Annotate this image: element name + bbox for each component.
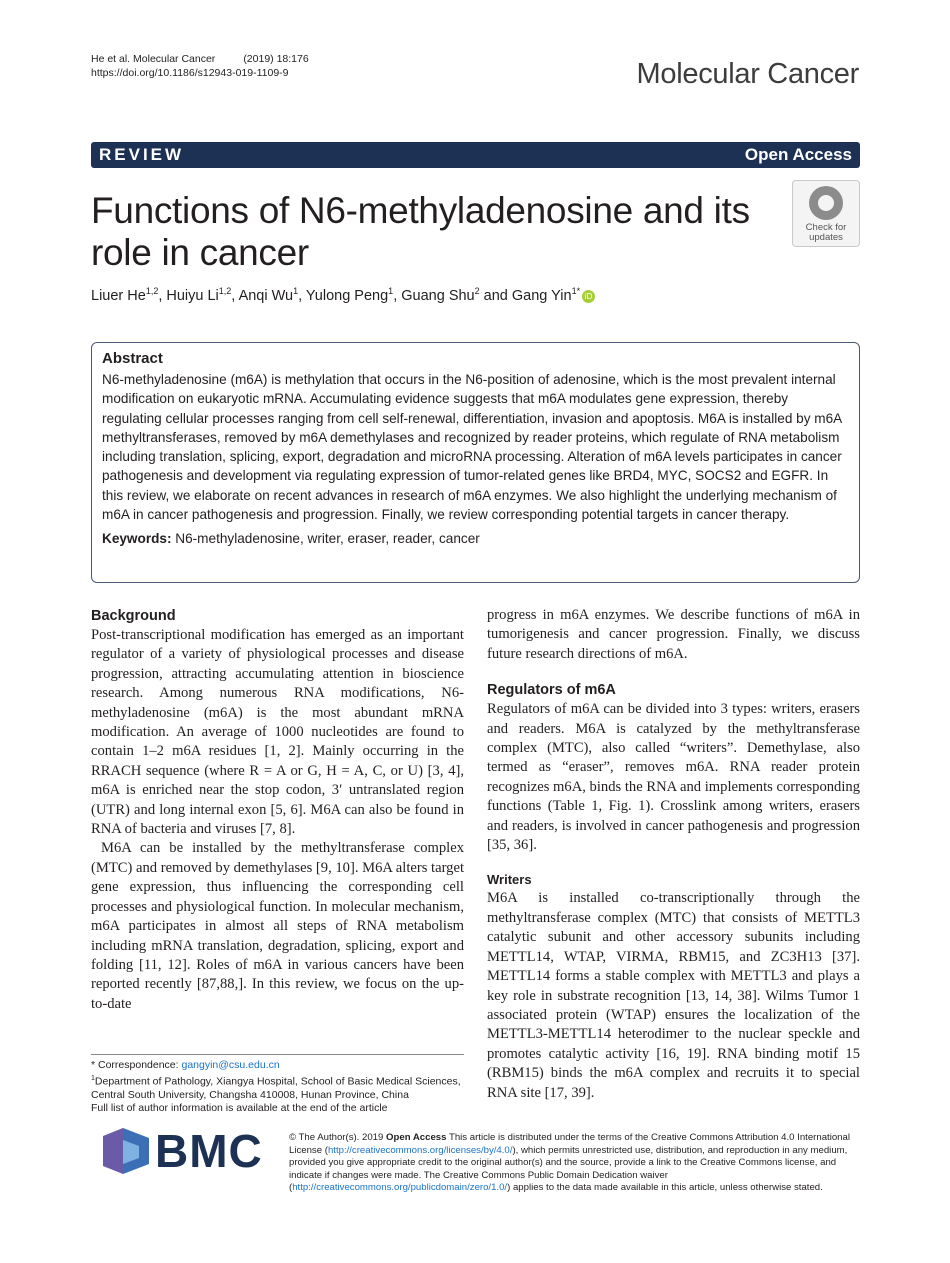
correspondence-email[interactable]: gangyin@csu.edu.cn: [181, 1059, 280, 1071]
author-affiliation-sup: 1*: [571, 286, 581, 296]
author-name: Gang Yin: [511, 287, 572, 304]
subsection-heading-writers: Writers: [487, 872, 532, 888]
author-affiliation-sup: 1,2: [145, 286, 159, 296]
author-affiliation-sup: 1: [388, 286, 394, 296]
open-access-label: Open Access: [744, 145, 852, 164]
left-column: [91, 606, 464, 1014]
article-type-banner: [91, 142, 860, 168]
section-heading-regulators: Regulators of m6A: [487, 682, 616, 699]
author-separator: ,: [393, 287, 402, 304]
author-name: Anqi Wu: [238, 287, 294, 304]
crossmark-icon: [809, 186, 843, 220]
correspondence-footnote: [91, 1054, 464, 1115]
writers-paragraph: M6A is installed co-transcriptionally through the methyltransferase complex (MTC) that consists of METTL3 catalytic subunit and other accessory subunits including METTL14, WTAP, VIRMA, RBM15, and ZC3H13 [37]. METTL14 forms a stable complex with METTL3 and plays a key role in substrate recognition [13, 14, 38]. Wilms Tumor 1 associated protein (WTAP) ensures the localization of the METTL3-METTL14 heterodimer to the nuclear speckle and promotes catalytic activity [16, 19]. RNA binding motif 15 (RBM15) binds the m6A complex and recruits it to special RNA site [17, 39].: [487, 890, 860, 1101]
article-type: REVIEW: [99, 145, 185, 164]
abstract-box: [91, 342, 860, 583]
full-author-info-note: Full list of author information is available at the end of the article: [91, 1101, 388, 1114]
right-column: [487, 606, 860, 1103]
license-link-cc0[interactable]: http://creativecommons.org/publicdomain/zero/1.0/: [292, 1182, 508, 1194]
year-volume: (2019) 18:176: [243, 53, 309, 65]
author-affiliation-sup: 1,2: [218, 286, 232, 296]
author-name: Guang Shu: [401, 287, 475, 304]
doi-link[interactable]: https://doi.org/10.1186/s12943-019-1109-9: [91, 67, 289, 79]
check-for-updates-badge[interactable]: [792, 180, 860, 247]
keywords-text: N6-methyladenosine, writer, eraser, reader, cancer: [175, 531, 480, 547]
license-text-2: ), which permits unrestricted use, distribution, and reproduction in any medium, provided you give appropriate credit to the original author(s) and the source, provide a link to the Creative Commons license, and indicate if changes were made. The Creative Commons Public Domain Dedication waiver (: [289, 1144, 848, 1194]
author-name: Liuer He: [91, 287, 146, 304]
license-statement: [289, 1132, 860, 1195]
regulators-paragraph: Regulators of m6A can be divided into 3 types: writers, erasers and readers. M6A is catalyzed by the methyltransferase complex (MTC), also called “writers”. Demethylase, also termed as “eraser”, removes m6A. RNA reader protein recognizes m6A, binds the RNA and implements corresponding functions (Table 1, Fig. 1). Crosslink among writers, erasers and readers, is involved in cancer pathogenesis and progression [35, 36].: [487, 701, 860, 854]
bmc-logo-text: BMC: [155, 1125, 263, 1177]
license-text-3: ) applies to the data made available in this article, unless otherwise stated.: [507, 1182, 823, 1194]
keywords-label: Keywords:: [102, 531, 172, 547]
keywords: [102, 531, 849, 546]
affiliation-text: Department of Pathology, Xiangya Hospital, School of Basic Medical Sciences, Central South University, Changsha 410008, Hunan Province, China: [91, 1075, 461, 1101]
author-separator: ,: [298, 287, 306, 304]
section-heading-background: Background: [91, 608, 176, 624]
bmc-logo: [103, 1125, 271, 1177]
background-paragraph-2-continued: progress in m6A enzymes. We describe functions of m6A in tumorigenesis and cancer progression. Finally, we discuss future research directions of m6A.: [487, 607, 860, 662]
check-badge-line1: Check for: [805, 222, 847, 233]
author-separator: ,: [231, 287, 239, 304]
license-copyright: © The Author(s). 2019: [289, 1132, 384, 1143]
license-link-cc-by[interactable]: http://creativecommons.org/licenses/by/4.0/: [327, 1144, 513, 1156]
article-title: Functions of N6-methyladenosine and its role in cancer: [91, 190, 750, 273]
author-name: Yulong Peng: [305, 287, 389, 304]
license-open-access: Open Access: [386, 1132, 447, 1143]
orcid-icon[interactable]: iD: [582, 290, 595, 303]
author-name: Huiyu Li: [166, 287, 219, 304]
author-separator: ,: [158, 287, 167, 304]
abstract-heading: Abstract: [102, 350, 163, 367]
background-paragraph-1: Post-transcriptional modification has emerged as an important regulator of a variety of physiological processes and disease progression, attracting accumulating attention in bioscience research. Among numerous RNA modifications, N6-methyladenosine (m6A) is the most abundant mRNA modification. An average of 1000 nucleotides are found to contain 1–2 m6A residues [1, 2]. Mainly occurring in the RRACH sequence (where R = A or G, H = A, C, or U) [3, 4], m6A is enriched near the stop codon, 3′ untranslated region (UTR) and long internal exon [5, 6]. M6A can also be found in RNA of bacteria and viruses [7, 8].: [91, 627, 464, 838]
check-badge-line2: updates: [809, 232, 843, 243]
author-affiliation-sup: 1: [293, 286, 299, 296]
citation-line: He et al. Molecular Cancer: [91, 53, 216, 65]
author-affiliation-sup: 2: [474, 286, 480, 296]
background-paragraph-2: M6A can be installed by the methyltransferase complex (MTC) and removed by demethylases [9, 10]. M6A alters target gene expression, thus influencing the corresponding cell processes and physiological function. In molecular mechanism, m6A participates in almost all steps of RNA metabolism including mRNA translation, degradation, splicing, export and folding [11, 12]. Roles of m6A in various cancers have been reported recently [87,88,]. In this review, we focus on the up-to-date: [91, 840, 464, 1012]
author-list: [91, 286, 595, 304]
author-separator: and: [479, 287, 512, 304]
bmc-logo-mark-icon: [103, 1128, 149, 1174]
license-text-1: This article is distributed under the terms of the Creative Commons Attribution 4.0 International License (: [289, 1132, 850, 1156]
affiliation-sup: 1: [91, 1075, 95, 1082]
running-header: [91, 52, 309, 80]
abstract-text: N6-methyladenosine (m6A) is methylation that occurs in the N6-position of adenosine, which is the most prevalent internal modification on eukaryotic mRNA. Accumulating evidence suggests that m6A modulates gene expression, thereby regulating cellular processes ranging from cell self-renewal, differentiation, invasion and apoptosis. M6A is installed by m6A methyltransferases, removed by m6A demethylases and recognized by reader proteins, which regulate of RNA metabolism including translation, splicing, export, degradation and microRNA processing. Alteration of m6A levels participates in cancer pathogenesis and development via regulating expression of tumor-related genes like BRD4, MYC, SOCS2 and EGFR. In this review, we elaborate on recent advances in research of m6A enzymes. We also highlight the underlying mechanism of m6A in cancer pathogenesis and progression. Finally, we review corresponding potential targets in cancer therapy.: [102, 372, 842, 523]
journal-name: Molecular Cancer: [636, 58, 859, 90]
correspondence-label: * Correspondence:: [91, 1059, 179, 1071]
